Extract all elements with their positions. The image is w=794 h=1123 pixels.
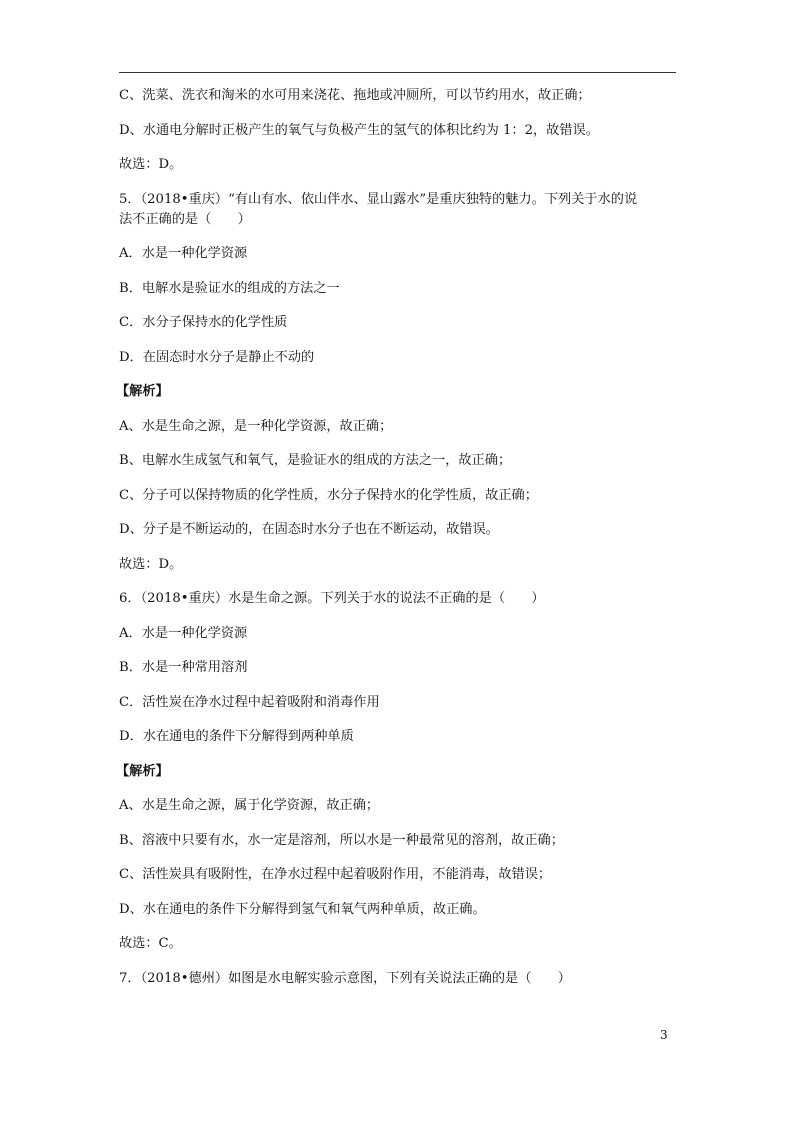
question-5-stem-cont: 法不正确的是（ ） bbox=[119, 211, 251, 227]
document-body bbox=[116, 86, 694, 1003]
analysis-line: C、活性炭具有吸附性，在净水过程中起着吸附作用，不能消毒，故错误； bbox=[119, 867, 552, 882]
analysis-heading: 【解析】 bbox=[116, 384, 169, 399]
option-a: A．水是一种化学资源 bbox=[119, 625, 248, 641]
option-c: C．水分子保持水的化学性质 bbox=[119, 315, 288, 330]
question-5-stem: 5．（2018•重庆）“有山有水、依山伴水、显山露水”是重庆独特的魅力。下列关于水的说 bbox=[119, 191, 638, 207]
analysis-heading: 【解析】 bbox=[116, 763, 169, 779]
answer-line: C、洗菜、洗衣和淘米的水可用来浇花、拖地或冲厕所，可以节约用水，故正确； bbox=[119, 88, 591, 103]
analysis-line: A、水是生命之源，是一种化学资源，故正确； bbox=[119, 418, 393, 434]
choice-line: 故选：C。 bbox=[119, 936, 182, 951]
analysis-line: B、电解水生成氢气和氧气，是验证水的组成的方法之一，故正确； bbox=[119, 453, 512, 468]
answer-line: D、水通电分解时正极产生的氧气与负极产生的氢气的体积比约为 1：2，故错误。 bbox=[119, 122, 599, 138]
analysis-line: C、分子可以保持物质的化学性质，水分子保持水的化学性质，故正确； bbox=[119, 487, 538, 503]
page-number: 3 bbox=[660, 1028, 668, 1042]
option-a: A．水是一种化学资源 bbox=[119, 246, 248, 261]
question-6-stem: 6．（2018•重庆）水是生命之源。下列关于水的说法不正确的是（ ） bbox=[119, 591, 545, 606]
choice-line: 故选：D。 bbox=[119, 157, 183, 172]
option-c: C．活性炭在净水过程中起着吸附和消毒作用 bbox=[119, 694, 380, 710]
choice-line: 故选：D。 bbox=[119, 556, 183, 572]
analysis-line: B、溶液中只要有水，水一定是溶剂，所以水是一种最常见的溶剂，故正确； bbox=[119, 832, 564, 848]
option-d: D．水在通电的条件下分解得到两种单质 bbox=[119, 729, 354, 744]
option-b: B．水是一种常用溶剂 bbox=[119, 660, 248, 675]
header-rule bbox=[119, 72, 676, 73]
analysis-line: A、水是生命之源，属于化学资源，故正确； bbox=[119, 798, 380, 813]
analysis-line: D、分子是不断运动的，在固态时水分子也在不断运动，故错误。 bbox=[119, 522, 499, 537]
question-7-stem: 7．（2018•德州）如图是水电解实验示意图，下列有关说法正确的是（ ） bbox=[119, 970, 571, 986]
option-b: B．电解水是验证水的组成的方法之一 bbox=[119, 280, 340, 296]
option-d: D．在固态时水分子是静止不动的 bbox=[119, 349, 315, 365]
analysis-line: D、水在通电的条件下分解得到氢气和氧气两种单质，故正确。 bbox=[119, 901, 486, 917]
